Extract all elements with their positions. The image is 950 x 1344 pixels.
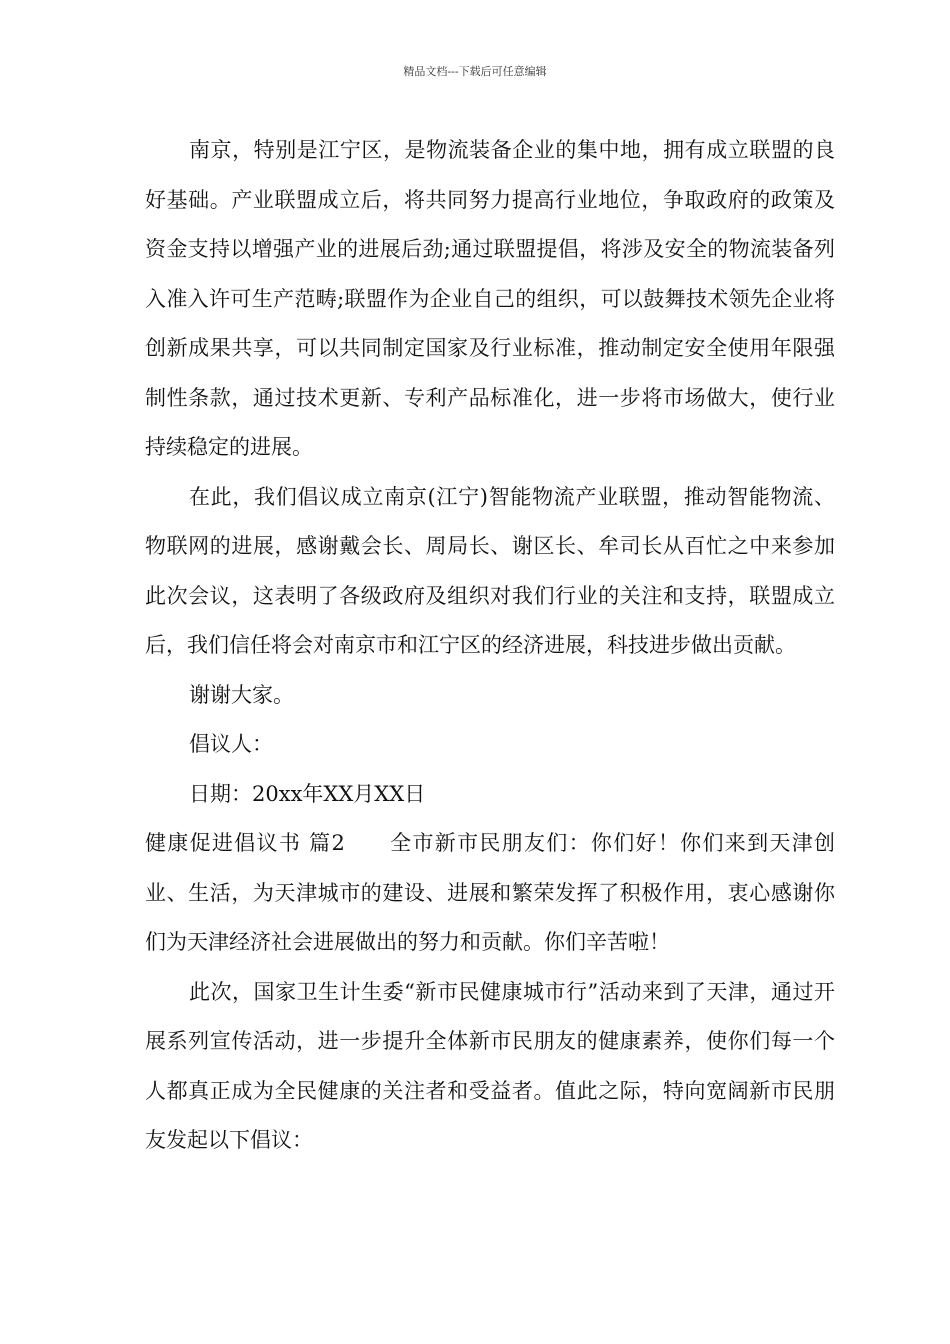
document-body [145, 126, 835, 1166]
page-header: 精品文档---下载后可任意编辑 [403, 65, 547, 78]
paragraph-health-campaign: 此次，国家卫生计生委“新市民健康城市行”活动来到了天津，通过开展系列宣传活动，进一步提升全体新市民朋友的健康素养，使你们每一个人都真正成为全民健康的关注者和受益者。值此之际，特向宽阔新市民朋友发起以下倡议： [145, 979, 835, 1152]
section-title: 健康促进倡议书 篇2 [145, 831, 345, 855]
paragraph-proposer: 倡议人： [189, 732, 273, 756]
section-greeting: 全市新市民朋友们：你们好！你们来到天津创业、生活，为天津城市的建设、进展和繁荣发挥了积极作用，衷心感谢你们为天津经济社会进展做出的努力和贡献。你们辛苦啦！ [145, 831, 836, 954]
paragraph-date: 日期：20xx年XX月XX日 [189, 781, 426, 806]
paragraph-alliance-proposal: 在此，我们倡议成立南京(江宁)智能物流产业联盟，推动智能物流、物联网的进展，感谢戴会长、周局长、谢区长、牟司长从百忙之中来参加此次会议，这表明了各级政府及组织对我们行业的关注和支持，联盟成立后，我们信任将会对南京市和江宁区的经济进展，科技进步做出贡献。 [145, 484, 835, 657]
paragraph-health-proposal [145, 819, 835, 968]
paragraph-logistics-alliance: 南京，特别是江宁区，是物流装备企业的集中地，拥有成立联盟的良好基础。产业联盟成立后，将共同努力提高行业地位，争取政府的政策及资金支持以增强产业的进展后劲;通过联盟提倡，将涉及安全的物流装备列入准入许可生产范畴;联盟作为企业自己的组织，可以鼓舞技术领先企业将创新成果共享，可以共同制定国家及行业标准，推动制定安全使用年限强制性条款，通过技术更新、专利产品标准化，进一步将市场做大，使行业持续稳定的进展。 [145, 138, 835, 459]
paragraph-thanks: 谢谢大家。 [189, 682, 294, 707]
